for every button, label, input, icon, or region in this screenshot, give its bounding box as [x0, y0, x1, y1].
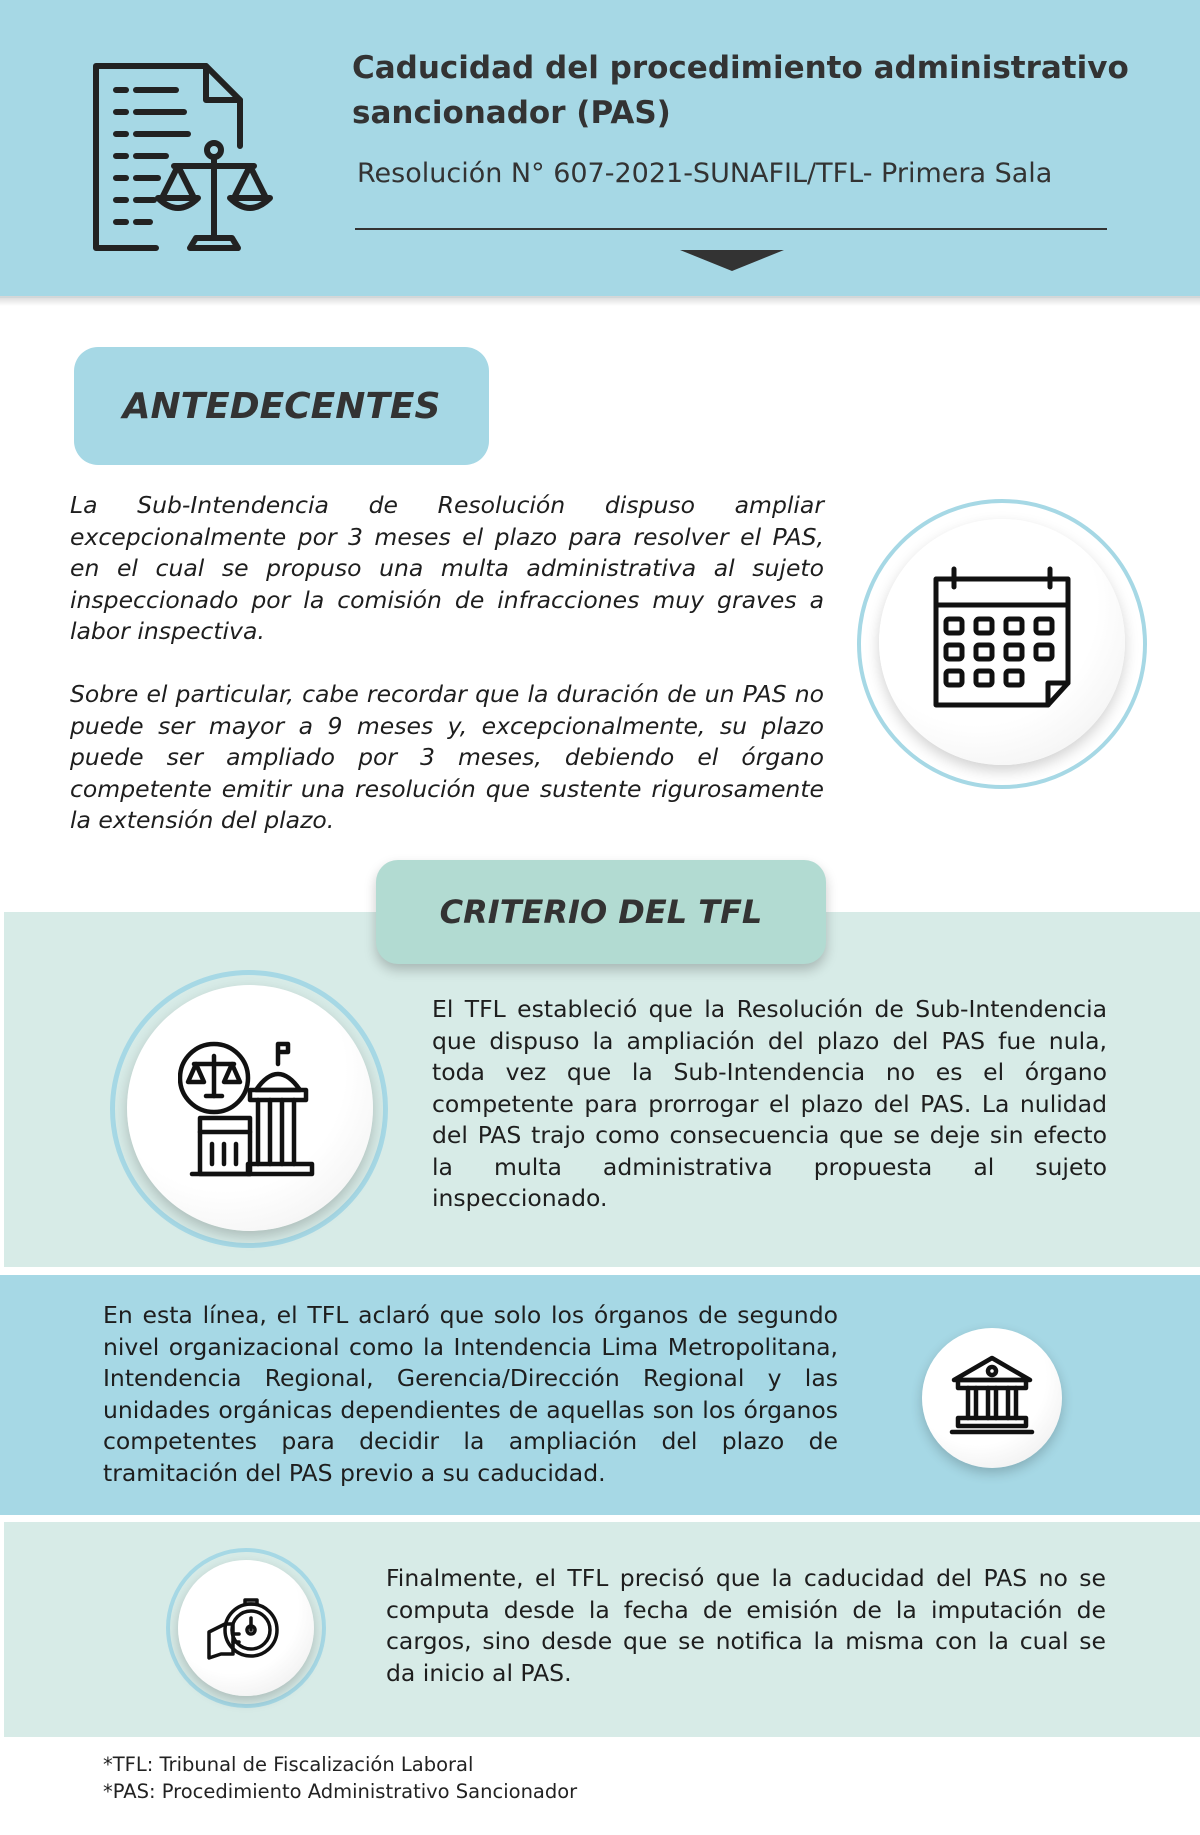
header-shadow — [0, 296, 1200, 306]
antecedentes-paragraph-2: Sobre el particular, cabe recordar que la duración de un PAS no puede ser mayor a 9 meses y, excepcionalmente, su plazo puede ser ampliado por 3 meses, debiendo el órgano competente emitir una resolución que sustente rigurosamente la extensión del plazo. — [70, 680, 824, 834]
criterio-paragraph: El TFL estableció que la Resolución de Sub-Intendencia que dispuso la ampliación del plazo del PAS fue nula, toda vez que la Sub-Intendencia no es el órgano competente para prorrogar el plazo del PAS. La nulidad del PAS trajo como consecuencia que se deje sin efecto la multa administrativa propuesta al sujeto inspeccionado. — [432, 995, 1107, 1212]
resolution-subtitle: Resolución N° 607-2021-SUNAFIL/TFL- Primera Sala — [357, 158, 1053, 189]
down-arrow-icon — [680, 250, 784, 271]
footnote-pas: *PAS: Procedimiento Administrativo Sancionador — [103, 1780, 578, 1803]
linea-paragraph: En esta línea, el TFL aclaró que solo los órganos de segundo nivel organizacional como la Intendencia Lima Metropolitana, Intendencia Regional, Gerencia/Dirección Regional y las unidades orgánicas dependientes de aquellas son los órganos competentes para decidir la ampliación del plazo de tramitación del PAS previo a su caducidad. — [103, 1301, 838, 1487]
document-scales-icon — [88, 58, 288, 258]
calendar-icon — [928, 565, 1076, 713]
title-line-2: sancionador (PAS) — [352, 95, 671, 131]
page-title — [352, 46, 1152, 136]
stopwatch-hand-icon — [205, 1590, 285, 1670]
finalmente-paragraph: Finalmente, el TFL precisó que la caducidad del PAS no se computa desde la fecha de emisión de la imputación de cargos, sino desde que se notifica la misma con la cual se da inicio al PAS. — [386, 1564, 1106, 1687]
antecedentes-heading: ANTEDECENTES — [74, 347, 489, 465]
antecedentes-paragraph-1: La Sub-Intendencia de Resolución dispuso ampliar excepcionalmente por 3 meses el plazo para resolver el PAS, en el cual se propuso una multa administrativa al sujeto inspeccionado por la comisión de infracciones muy graves a labor inspectiva. — [70, 491, 824, 645]
criterio-heading: CRITERIO DEL TFL — [376, 860, 826, 964]
header-divider — [355, 228, 1107, 230]
bank-building-icon — [948, 1350, 1036, 1438]
courthouse-scales-icon — [178, 1040, 318, 1180]
footnote-tfl: *TFL: Tribunal de Fiscalización Laboral — [103, 1753, 474, 1776]
title-line-1: Caducidad del procedimiento administrativo — [352, 50, 1129, 86]
